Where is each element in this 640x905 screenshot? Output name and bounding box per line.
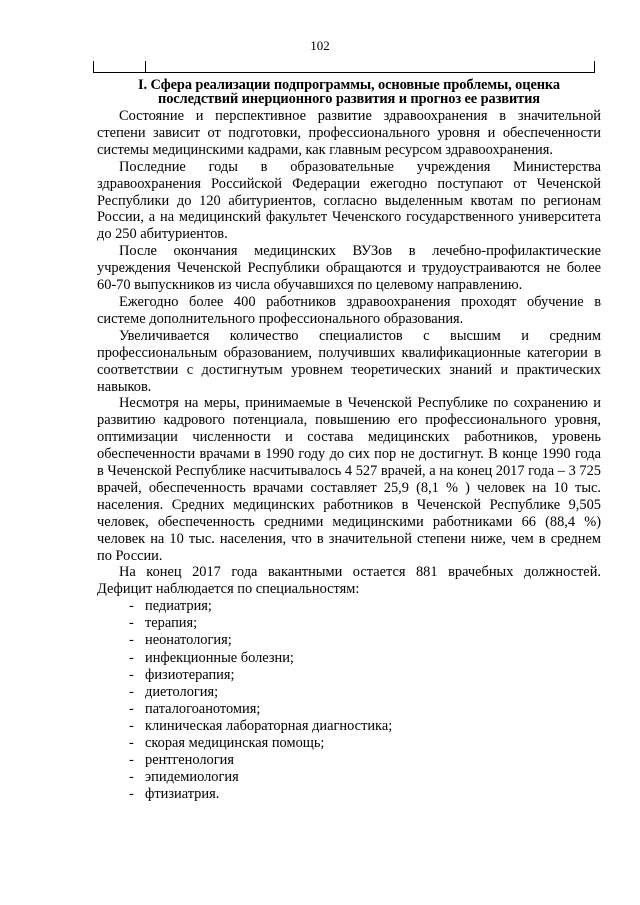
list-item-text: неонатология; [145,632,232,649]
document-body [97,78,601,803]
list-item-text: физиотерапия; [145,666,235,683]
list-item [129,752,601,769]
list-item [129,667,601,684]
section-heading-line-1: I. Сфера реализации подпрограммы, основные проблемы, оценка [137,77,561,93]
list-item-text: диетология; [145,683,219,700]
list-item-text: рентгенология [145,752,234,769]
list-item [129,650,601,667]
bullet-marker: - [129,649,134,666]
list-item-text: терапия; [145,615,198,632]
list-item [129,718,601,735]
bullet-marker: - [129,615,134,632]
list-item [129,786,601,803]
page-number: 102 [310,38,330,53]
list-item [129,701,601,718]
section-heading-line-2: последствий инерционного развития и прогноз ее развития [158,91,540,107]
paragraph: Последние годы в образовательные учреждения Министерства здравоохранения Российской Федерации ежегодно поступают от Чеченской Республики до 120 абитуриентов, согласно выделенным квотам по регионам России, а на медицинский факультет Чеченского государственного университета до 250 абитуриентов. [97,158,601,243]
list-item-text: инфекционные болезни; [145,649,294,666]
bullet-marker: - [129,752,134,769]
list-item-text: скорая медицинская помощь; [145,735,325,752]
list-item-text: педиатрия; [145,598,212,615]
list-item [129,632,601,649]
bullet-marker: - [129,683,134,700]
list-item [129,615,601,632]
paragraph: На конец 2017 года вакантными остается 881 врачебных должностей. Дефицит наблюдается по специальностям: [97,564,601,598]
bullet-marker: - [129,700,134,717]
paragraph: Увеличивается количество специалистов с высшим и средним профессиональным образованием, получивших квалификационные категории в соответствии с достигнутым уровнем теоретических знаний и практических навыков. [97,327,601,395]
paragraph: Несмотря на меры, принимаемые в Чеченской Республике по сохранению и развитию кадрового потенциала, повышению его профессионального уровня, оптимизации численности и состава медицинских работников, уровень обеспеченности врачами в 1990 году до сих пор не достигнут. В конце 1990 года в Чеченской Республике насчитывалось 4 527 врачей, а на конец 2017 года – 3 725 врачей, обеспеченность врачами составляет 25,9 (8,1 % ) человек на 10 тыс. населения. Средних медицинских работников в Чеченской Республике 9,505 человек, обеспеченность средними медицинскими работниками 66 (88,4 %) человек на 10 тыс. населения, что в значительной степени ниже, чем в среднем по России. [97,395,601,564]
specialty-list [97,598,601,803]
list-item [129,769,601,786]
list-item-text: клиническая лабораторная диагностика; [145,717,393,734]
bullet-marker: - [129,632,134,649]
list-item [129,598,601,615]
bullet-marker: - [129,598,134,615]
bullet-marker: - [129,786,134,803]
list-item [129,735,601,752]
bullet-marker: - [129,666,134,683]
paragraph: После окончания медицинских ВУЗов в лечебно-профилактические учреждения Чеченской Республики обращаются и трудоустраиваются не более 60-70 выпускников из числа обучавшихся по целевому направлению. [97,243,601,294]
paragraph: Ежегодно более 400 работников здравоохранения проходят обучение в системе дополнительного профессионального образования. [97,293,601,327]
section-heading [97,78,601,106]
bullet-marker: - [129,769,134,786]
table-remnant-border [93,61,595,73]
paragraphs [97,108,601,598]
list-item-text: фтизиатрия. [145,786,220,803]
list-item [129,684,601,701]
list-item-text: эпидемиология [145,769,239,786]
bullet-marker: - [129,735,134,752]
list-item-text: паталогоанотомия; [145,700,261,717]
bullet-marker: - [129,717,134,734]
paragraph: Состояние и перспективное развитие здравоохранения в значительной степени зависит от подготовки, профессионального уровня и обеспеченности системы медицинскими кадрами, как главным ресурсом здравоохранения. [97,108,601,158]
